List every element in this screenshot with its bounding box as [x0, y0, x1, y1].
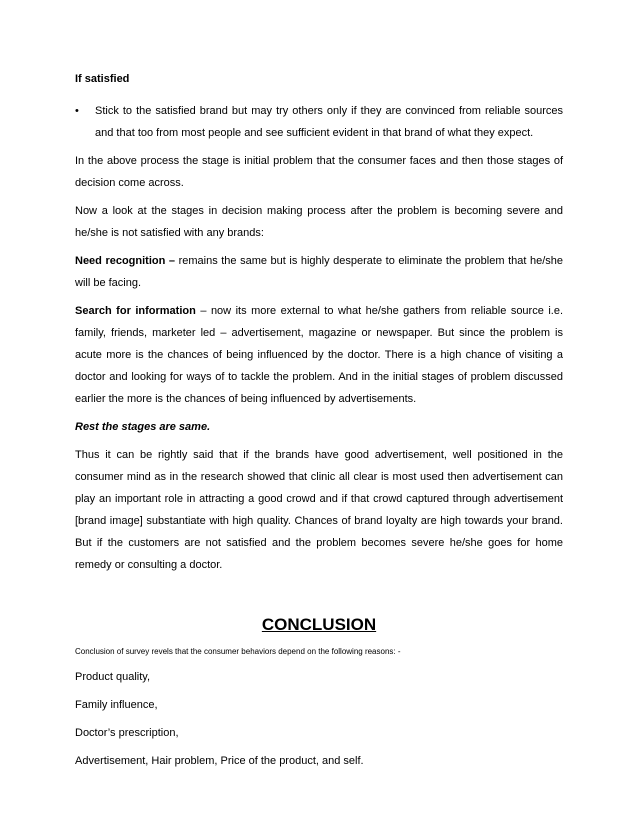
bullet-item	[75, 100, 563, 144]
search-information-label: Search for information	[75, 305, 196, 317]
search-information-text: – now its more external to what he/she gathers from reliable source i.e. family, friends, marketer led – advertisement, magazine or newspaper. But since the problem is acute more is the chances of being influenced by the doctor. There is a high chance of visiting a doctor and looking for ways of to tackle the problem. And in the initial stages of problem discussed earlier the more is the chances of being influenced by advertisements.	[75, 305, 563, 405]
paragraph-conclusion-body: Thus it can be rightly said that if the brands have good advertisement, well positioned in the consumer mind as in the research showed that clinic all clear is most used then advertisement can play an important role in attracting a good crowd and if that crowd captured through advertisement [brand image] substantiate with high quality. Chances of brand loyalty are high towards your brand. But if the customers are not satisfied and the problem becomes severe he/she goes for home remedy or consulting a doctor.	[75, 449, 563, 571]
reason-item: Product quality,	[75, 671, 151, 683]
need-recognition-text: remains the same but is highly desperate to eliminate the problem that he/she will be facing.	[75, 255, 563, 289]
bullet-text: Stick to the satisfied brand but may try others only if they are convinced from reliable sources and that too from most people and see sufficient evident in that brand of what they expect.	[95, 105, 563, 139]
paragraph-process: In the above process the stage is initial problem that the consumer faces and then those stages of decision come across.	[75, 155, 563, 189]
bullet-icon: •	[75, 105, 79, 117]
paragraph-need-recognition	[75, 250, 563, 294]
satisfied-heading: If satisfied	[75, 73, 130, 85]
conclusion-title: CONCLUSION	[261, 615, 377, 634]
rest-stages-heading: Rest the stages are same.	[75, 421, 211, 433]
paragraph-stages: Now a look at the stages in decision making process after the problem is becoming severe and he/she is not satisfied with any brands:	[75, 205, 563, 239]
need-recognition-label: Need recognition –	[75, 255, 176, 267]
reason-item: Family influence,	[75, 699, 158, 711]
reason-item: Doctor’s prescription,	[75, 727, 179, 739]
paragraph-search-information	[75, 300, 563, 410]
reason-item: Advertisement, Hair problem, Price of the product, and self.	[75, 755, 364, 767]
document-page	[75, 68, 563, 780]
conclusion-intro: Conclusion of survey revels that the consumer behaviors depend on the following reasons: -	[75, 647, 401, 656]
